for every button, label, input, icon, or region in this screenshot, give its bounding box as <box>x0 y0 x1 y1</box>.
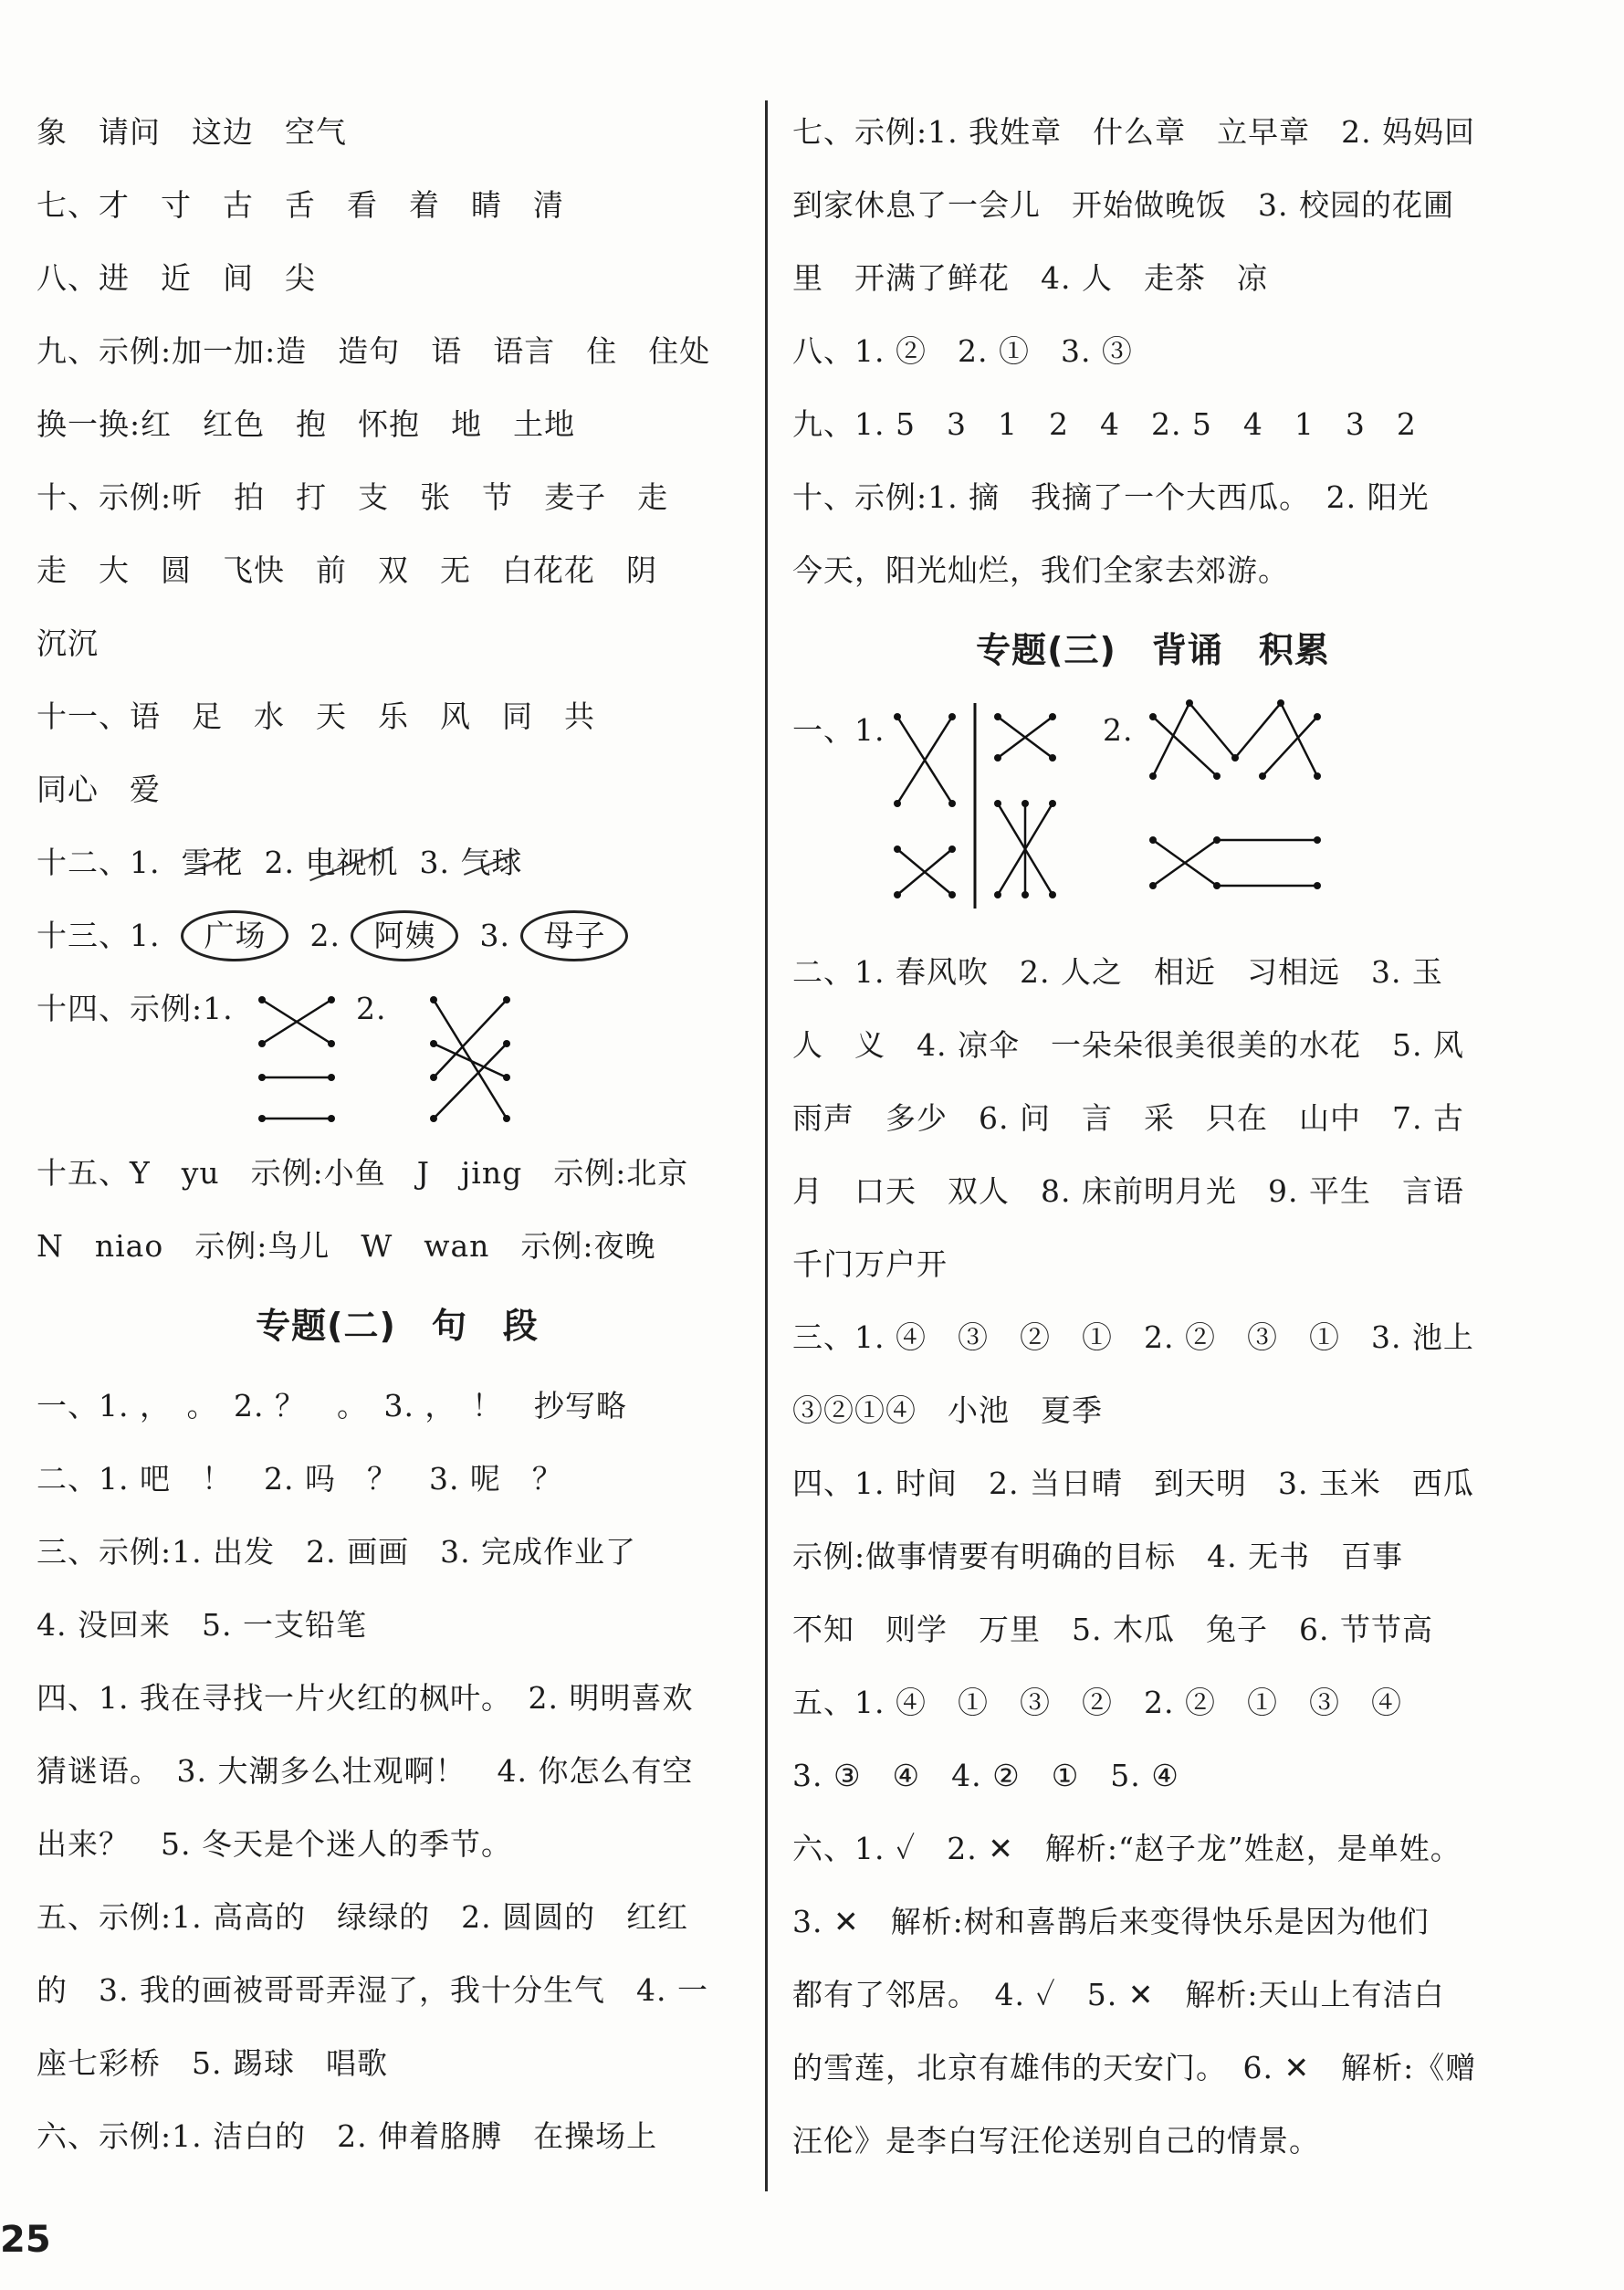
matching-lines-diagram <box>251 991 580 1128</box>
text-line: 四、1. 时间 2. 当日晴 到天明 3. 玉米 西瓜 <box>792 1465 1474 1501</box>
text-line: 三、1. ④ ③ ② ① 2. ② ③ ① 3. 池上 <box>792 1319 1474 1355</box>
text-line: 八、1. ② 2. ① 3. ③ <box>792 333 1133 369</box>
text-line: 不知 则学 万里 5. 木瓜 兔子 6. 节节高 <box>792 1612 1433 1647</box>
text-line: 雨声 多少 6. 问 言 采 只在 山中 7. 古 <box>792 1100 1464 1136</box>
text-line: 九、示例:加一加:造 造句 语 语言 住 住处 <box>37 333 711 369</box>
text-line: 人 义 4. 凉伞 一朵朵很美很美的水花 5. 风 <box>792 1027 1464 1063</box>
text-line: 十五、Y yu 示例:小鱼 J jing 示例:北京 <box>37 1155 689 1191</box>
text-line: 一、1. ， 。 2. ？ 。 3. ， ！ 抄写略 <box>37 1388 627 1423</box>
text-line: 汪伦》是李白写汪伦送别自己的情景。 <box>792 2123 1320 2159</box>
text-line: 月 口天 双人 8. 床前明月光 9. 平生 言语 <box>792 1173 1464 1209</box>
circled-word: 母子 <box>520 910 628 961</box>
text-line: 象 请问 这边 空气 <box>37 114 347 150</box>
circled-word: 阿姨 <box>351 910 458 961</box>
text-line: 五、1. ④ ① ③ ② 2. ② ① ③ ④ <box>792 1685 1402 1720</box>
text-line: 三、示例:1. 出发 2. 画画 3. 完成作业了 <box>37 1534 637 1570</box>
text-line: 示例:做事情要有明确的目标 4. 无书 百事 <box>792 1539 1404 1574</box>
text-line: 四、1. 我在寻找一片火红的枫叶。 2. 明明喜欢 <box>37 1680 694 1716</box>
text-line: 二、1. 春风吹 2. 人之 相近 习相远 3. 玉 <box>792 954 1443 990</box>
text-line: 出来？ 5. 冬天是个迷人的季节。 <box>37 1826 512 1862</box>
text-line: N niao 示例:鸟儿 W wan 示例:夜晚 <box>37 1228 656 1264</box>
text-line: 的雪莲，北京有雄伟的天安门。 6. ✕ 解析:《赠 <box>792 2050 1477 2085</box>
struck-word: 电视机 <box>305 826 398 899</box>
text-line: 十、示例:听 拍 打 支 张 节 麦子 走 <box>37 479 669 515</box>
text-line: 猜谜语。 3. 大潮多么壮观啊！ 4. 你怎么有空 <box>37 1753 694 1789</box>
text-line: 五、示例:1. 高高的 绿绿的 2. 圆圆的 红红 <box>37 1899 689 1935</box>
left-column <box>37 96 758 2173</box>
answer-matching: 一、1. 2. <box>792 694 1514 936</box>
text-line: 同心 爱 <box>37 772 161 807</box>
matching-lines-diagram <box>888 703 1399 931</box>
text-line: 换一换:红 红色 抱 怀抱 地 土地 <box>37 406 576 442</box>
answer-14: 十四、示例:1. 2. <box>37 972 758 1137</box>
section-title: 专题(三) 背诵 积累 <box>976 630 1330 670</box>
text-line: 八、进 近 间 尖 <box>37 260 316 296</box>
text-line: 十一、语 足 水 天 乐 风 同 共 <box>37 699 595 734</box>
text-line: 3. ③ ④ 4. ② ① 5. ④ <box>792 1758 1179 1793</box>
text-line: 十、示例:1. 摘 我摘了一个大西瓜。 2. 阳光 <box>792 479 1430 515</box>
text-line: 六、1. ✓ 2. ✕ 解析:“赵子龙”姓赵，是单姓。 <box>792 1831 1462 1866</box>
text-line: ③②①④ 小池 夏季 <box>792 1392 1103 1428</box>
circled-word: 广场 <box>181 910 288 961</box>
text-line: 3. ✕ 解析:树和喜鹊后来变得快乐是因为他们 <box>792 1904 1430 1939</box>
answer-12: 十二、1. 雪花 2. 电视机 3. 气球 <box>37 826 758 899</box>
answer-13: 十三、1. 广场 2. 阿姨 3. 母子 <box>37 899 758 972</box>
text-line: 七、示例:1. 我姓章 什么章 立早章 2. 妈妈回 <box>792 114 1476 150</box>
text-line: 到家休息了一会儿 开始做晚饭 3. 校园的花圃 <box>792 187 1454 223</box>
page-number: 25 <box>0 2219 51 2261</box>
text-line: 今天，阳光灿烂，我们全家去郊游。 <box>792 552 1289 588</box>
text-line: 六、示例:1. 洁白的 2. 伸着胳膊 在操场上 <box>37 2118 658 2154</box>
text-line: 千门万户开 <box>792 1246 948 1282</box>
text-line: 座七彩桥 5. 踢球 唱歌 <box>37 2045 388 2081</box>
struck-word: 气球 <box>460 826 522 899</box>
section-title: 专题(二) 句 段 <box>256 1306 539 1346</box>
text-line: 里 开满了鲜花 4. 人 走茶 凉 <box>792 260 1268 296</box>
text-line: 七、才 寸 古 舌 看 着 睛 清 <box>37 187 564 223</box>
text-line: 九、1. 5 3 1 2 4 2. 5 4 1 3 2 <box>792 406 1417 442</box>
text-line: 二、1. 吧 ！ 2. 吗 ？ 3. 呢 ？ <box>37 1461 563 1497</box>
column-divider <box>765 100 768 2191</box>
text-line: 走 大 圆 飞快 前 双 无 白花花 阴 <box>37 552 657 588</box>
text-line: 都有了邻居。 4. ✓ 5. ✕ 解析:天山上有洁白 <box>792 1977 1445 2012</box>
text-line: 的 3. 我的画被哥哥弄湿了，我十分生气 4. 一 <box>37 1972 708 2008</box>
text-line: 4. 没回来 5. 一支铅笔 <box>37 1607 367 1643</box>
right-column <box>792 96 1514 2178</box>
text-line: 沉沉 <box>37 625 99 661</box>
struck-word: 雪花 <box>181 826 243 899</box>
